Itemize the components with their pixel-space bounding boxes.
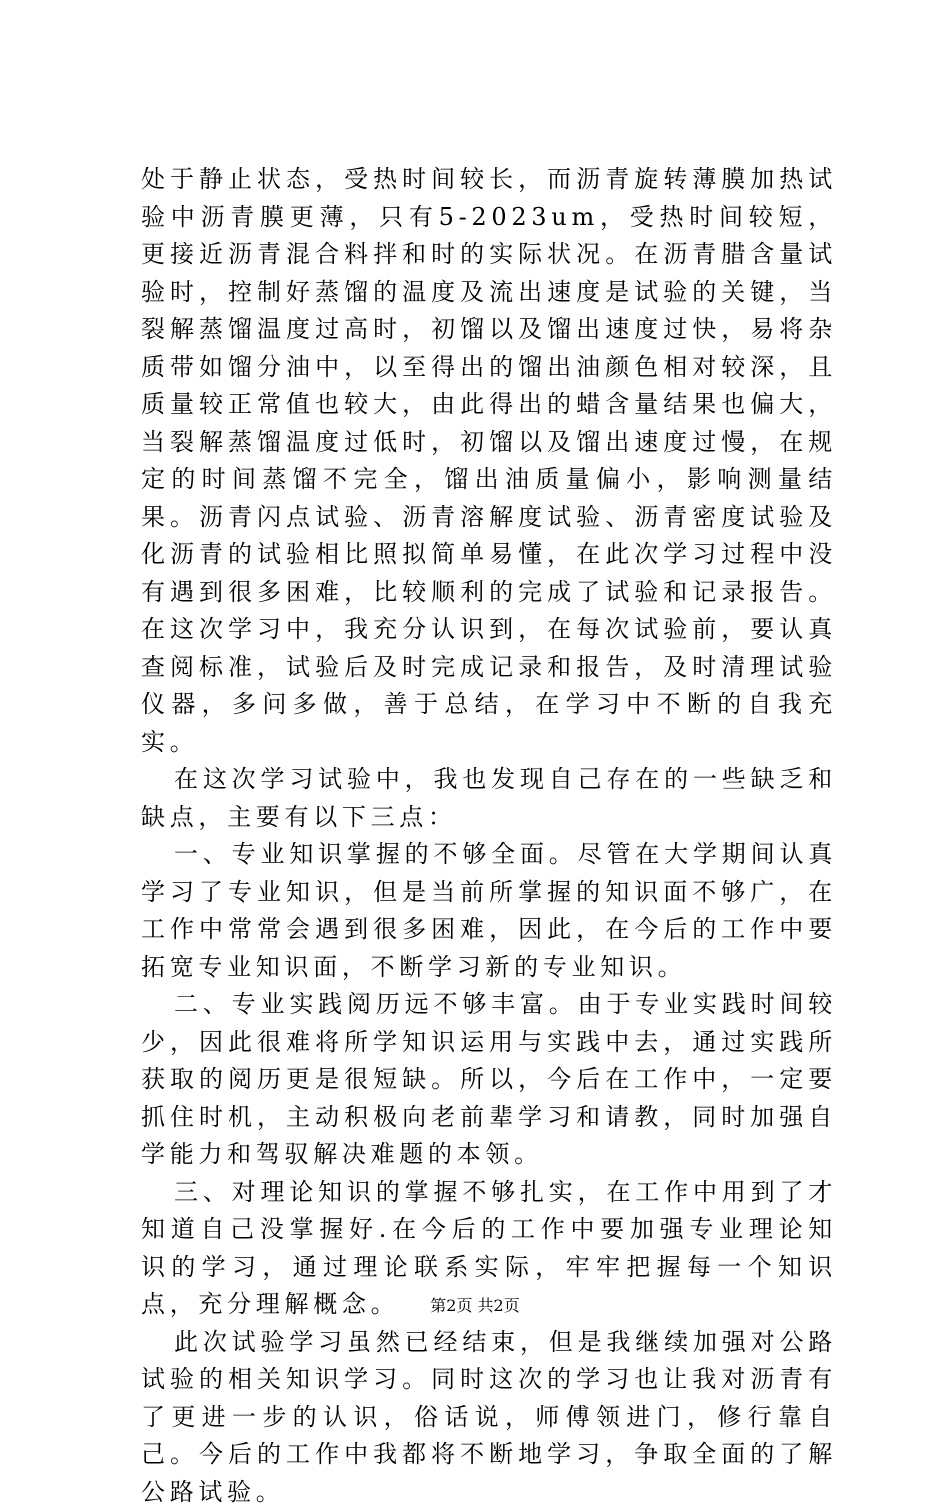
paragraph-continuation: 处于静止状态，受热时间较长，而沥青旋转薄膜加热试验中沥青膜更薄，只有5-2023um，受热时间较短，更接近沥青混合料拌和时的实际状况。在沥青腊含量试验时，控制好蒸馏的温度及流出速度是试验的关键，当裂解蒸馏温度过高时，初馏以及馏出速度过快，易将杂质带如馏分油中，以至得出的馏出油颜色相对较深，且质量较正常值也较大，由此得出的蜡含量结果也偏大，当裂解蒸馏温度过低时，初馏以及馏出速度过慢，在规定的时间蒸馏不完全，馏出油质量偏小，影响测量结果。沥青闪点试验、沥青溶解度试验、沥青密度试验及化沥青的试验相比照拟简单易懂，在此次学习过程中没有遇到很多困难，比较顺利的完成了试验和记录报告。在这次学习中，我充分认识到，在每次试验前，要认真查阅标准，试验后及时完成记录和报告，及时清理试验仪器，多问多做，善于总结，在学习中不断的自我充实。 [141, 161, 837, 761]
paragraph-point-one: 一、专业知识掌握的不够全面。尽管在大学期间认真学习了专业知识，但是当前所掌握的知识面不够广，在工作中常常会遇到很多困难，因此，在今后的工作中要拓宽专业知识面，不断学习新的专业知识。 [141, 836, 837, 986]
paragraph-point-three: 三、对理论知识的掌握不够扎实，在工作中用到了才知道自己没掌握好.在今后的工作中要加强专业理论知识的学习，通过理论联系实际，牢牢把握每一个知识点，充分理解概念。 [141, 1174, 837, 1324]
paragraph-conclusion: 此次试验学习虽然已经结束，但是我继续加强对公路试验的相关知识学习。同时这次的学习也让我对沥青有了更进一步的认识，俗话说，师傅领进门，修行靠自己。今后的工作中我都将不断地学习，争取全面的了解公路试验。 [141, 1324, 837, 1511]
page-number-footer: 第2页 共2页 [0, 1296, 950, 1316]
paragraph-shortcomings-intro: 在这次学习试验中，我也发现自己存在的一些缺乏和缺点，主要有以下三点： [141, 761, 837, 836]
paragraph-point-two: 二、专业实践阅历远不够丰富。由于专业实践时间较少，因此很难将所学知识运用与实践中去，通过实践所获取的阅历更是很短缺。所以，今后在工作中，一定要抓住时机，主动积极向老前辈学习和请教，同时加强自学能力和驾驭解决难题的本领。 [141, 986, 837, 1174]
